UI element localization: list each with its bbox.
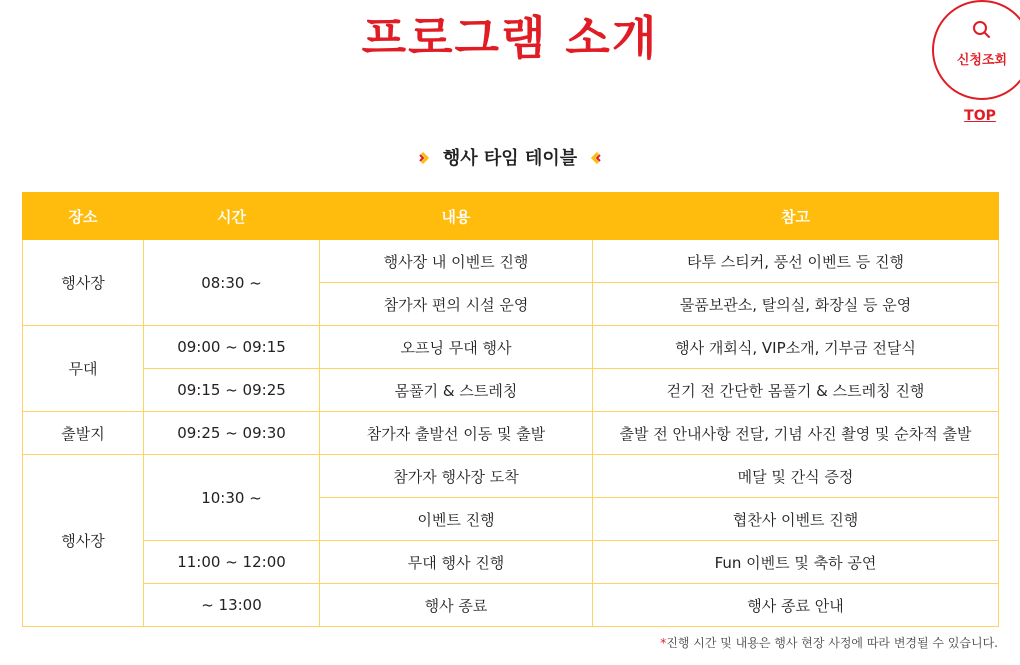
time-cell: 09:15 ~ 09:25 — [144, 369, 320, 412]
scroll-top-link[interactable]: TOP — [964, 108, 996, 124]
table-row — [23, 369, 999, 412]
content-cell: 이벤트 진행 — [320, 498, 593, 541]
note-cell: 행사 개회식, VIP소개, 기부금 전달식 — [593, 326, 999, 369]
content-cell: 무대 행사 진행 — [320, 541, 593, 584]
header-note: 참고 — [593, 193, 999, 240]
time-cell: 09:25 ~ 09:30 — [144, 412, 320, 455]
note-cell: Fun 이벤트 및 축하 공연 — [593, 541, 999, 584]
table-row — [23, 240, 999, 283]
content-cell: 참가자 출발선 이동 및 출발 — [320, 412, 593, 455]
note-cell: 걷기 전 간단한 몸풀기 & 스트레칭 진행 — [593, 369, 999, 412]
note-cell: 물품보관소, 탈의실, 화장실 등 운영 — [593, 283, 999, 326]
table-header-row — [23, 193, 999, 240]
note-cell: 메달 및 간식 증정 — [593, 455, 999, 498]
content-cell: 참가자 행사장 도착 — [320, 455, 593, 498]
note-cell: 타투 스티커, 풍선 이벤트 등 진행 — [593, 240, 999, 283]
footnote-text: 진행 시간 및 내용은 행사 현장 사정에 따라 변경될 수 있습니다. — [666, 636, 998, 650]
time-cell: 10:30 ~ — [144, 455, 320, 541]
table-row — [23, 455, 999, 498]
place-cell: 행사장 — [23, 240, 144, 326]
chevron-left-icon — [589, 149, 601, 170]
check-application-button[interactable] — [932, 0, 1020, 100]
content-cell: 행사 종료 — [320, 584, 593, 627]
time-cell: 08:30 ~ — [144, 240, 320, 326]
note-cell: 협찬사 이벤트 진행 — [593, 498, 999, 541]
table-row — [23, 584, 999, 627]
page-title — [0, 2, 1020, 68]
time-cell: ~ 13:00 — [144, 584, 320, 627]
content-cell: 참가자 편의 시설 운영 — [320, 283, 593, 326]
time-cell: 11:00 ~ 12:00 — [144, 541, 320, 584]
check-application-label: 신청조회 — [956, 53, 1008, 68]
content-cell: 행사장 내 이벤트 진행 — [320, 240, 593, 283]
note-cell: 행사 종료 안내 — [593, 584, 999, 627]
header-content: 내용 — [320, 193, 593, 240]
search-icon — [972, 20, 992, 44]
timetable — [22, 192, 999, 627]
section-title — [0, 144, 1020, 170]
chevron-right-icon — [419, 149, 431, 170]
note-cell: 출발 전 안내사항 전달, 기념 사진 촬영 및 순차적 출발 — [593, 412, 999, 455]
footnote — [660, 634, 998, 651]
page-title-text: 프로그램 소개 — [361, 11, 659, 65]
table-row — [23, 326, 999, 369]
table-row — [23, 541, 999, 584]
content-cell: 오프닝 무대 행사 — [320, 326, 593, 369]
place-cell: 출발지 — [23, 412, 144, 455]
header-place: 장소 — [23, 193, 144, 240]
content-cell: 몸풀기 & 스트레칭 — [320, 369, 593, 412]
header-time: 시간 — [144, 193, 320, 240]
section-title-text: 행사 타임 테이블 — [442, 148, 578, 169]
table-row — [23, 412, 999, 455]
footnote-star: * — [660, 636, 667, 650]
time-cell: 09:00 ~ 09:15 — [144, 326, 320, 369]
place-cell: 행사장 — [23, 455, 144, 627]
place-cell: 무대 — [23, 326, 144, 412]
